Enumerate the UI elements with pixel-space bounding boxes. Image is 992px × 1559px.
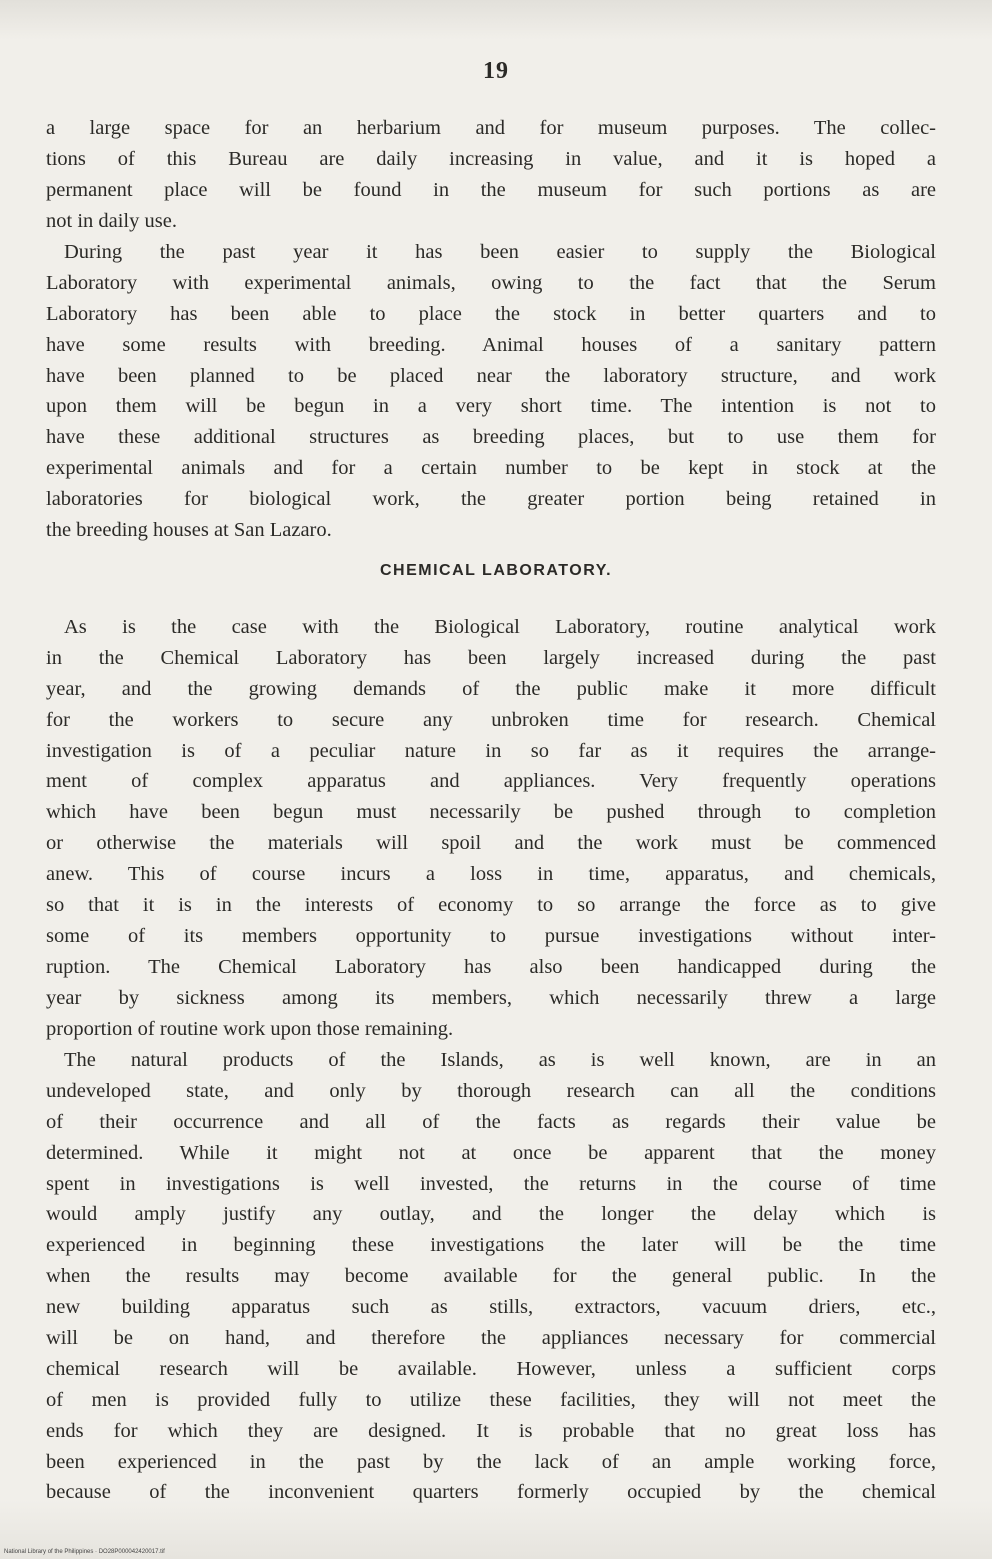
text-line: for the workers to secure any unbroken time for research. Chemical [46,708,936,731]
text-line: not in daily use. [46,209,177,232]
text-line: determined. While it might not at once be apparent that the money [46,1141,936,1164]
text-line: As is the case with the Biological Laboratory, routine analytical work [64,616,936,638]
text-line: upon them will be begun in a very short time. The intention is not to [46,395,936,418]
paragraph-biological-laboratory [46,237,936,546]
text-line: investigation is of a peculiar nature in so far as it requires the arrange- [46,739,936,762]
text-line: experimental animals and for a certain number to be kept in stock at the [46,457,936,480]
text-line: ends for which they are designed. It is probable that no great loss has [46,1419,936,1442]
footer-credit: National Library of the Philippines · DO28P000042420017.tif [4,1549,165,1555]
text-line: would amply justify any outlay, and the longer the delay which is [46,1203,936,1226]
text-line: in the Chemical Laboratory has been largely increased during the past [46,646,936,669]
text-line: the breeding houses at San Lazaro. [46,519,332,542]
page-number: 19 [483,58,509,84]
text-line: Laboratory has been able to place the stock in better quarters and to [46,302,936,325]
text-line: spent in investigations is well invested, the returns in the course of time [46,1172,936,1195]
text-line: Laboratory with experimental animals, owing to the fact that the Serum [46,271,936,294]
text-line: been experienced in the past by the lack of an ample working force, [46,1450,936,1473]
text-line: a large space for an herbarium and for museum purposes. The collec- [46,117,936,139]
text-line: ruption. The Chemical Laboratory has also been handicapped during the [46,955,936,978]
text-line: year by sickness among its members, which necessarily threw a large [46,986,936,1009]
text-line: which have been begun must necessarily be pushed through to completion [46,801,936,824]
text-line: some of its members opportunity to pursue investigations without inter- [46,924,936,947]
text-line: year, and the growing demands of the public make it more difficult [46,677,936,700]
text-line: proportion of routine work upon those remaining. [46,1017,454,1040]
text-line: laboratories for biological work, the greater portion being retained in [46,488,936,511]
text-line: so that it is in the interests of economy to so arrange the force as to give [46,894,936,917]
text-line: of their occurrence and all of the facts as regards their value be [46,1110,936,1133]
text-line: chemical research will be available. However, unless a sufficient corps [46,1357,936,1380]
text-line: new building apparatus such as stills, extractors, vacuum driers, etc., [46,1296,936,1319]
text-line: anew. This of course incurs a loss in time, apparatus, and chemicals, [46,863,936,886]
text-line: have been planned to be placed near the laboratory structure, and work [46,364,936,387]
text-line: undeveloped state, and only by thorough research can all the conditions [46,1079,936,1102]
text-line: permanent place will be found in the museum for such portions as are [46,178,936,201]
paragraph-chemical-laboratory [46,612,936,1044]
text-line: tions of this Bureau are daily increasing in value, and it is hoped a [46,147,936,170]
text-line: have some results with breeding. Animal houses of a sanitary pattern [46,333,936,356]
text-line: experienced in beginning these investigations the later will be the time [46,1234,936,1257]
text-line: or otherwise the materials will spoil and the work must be commenced [46,832,936,855]
section-heading: CHEMICAL LABORATORY. [379,562,613,579]
paragraph-herbarium [46,113,936,237]
text-line: have these additional structures as breeding places, but to use them for [46,426,936,449]
text-line: of men is provided fully to utilize these facilities, they will not meet the [46,1388,936,1411]
text-line: During the past year it has been easier to supply the Biological [64,241,936,263]
text-line: will be on hand, and therefore the appliances necessary for commercial [46,1327,936,1350]
paragraph-natural-products [46,1045,936,1508]
text-line: ment of complex apparatus and appliances. Very frequently operations [46,770,936,793]
text-line: when the results may become available for the general public. In the [46,1265,936,1288]
text-line: because of the inconvenient quarters formerly occupied by the chemical [46,1481,936,1504]
text-line: The natural products of the Islands, as is well known, are in an [64,1049,936,1071]
